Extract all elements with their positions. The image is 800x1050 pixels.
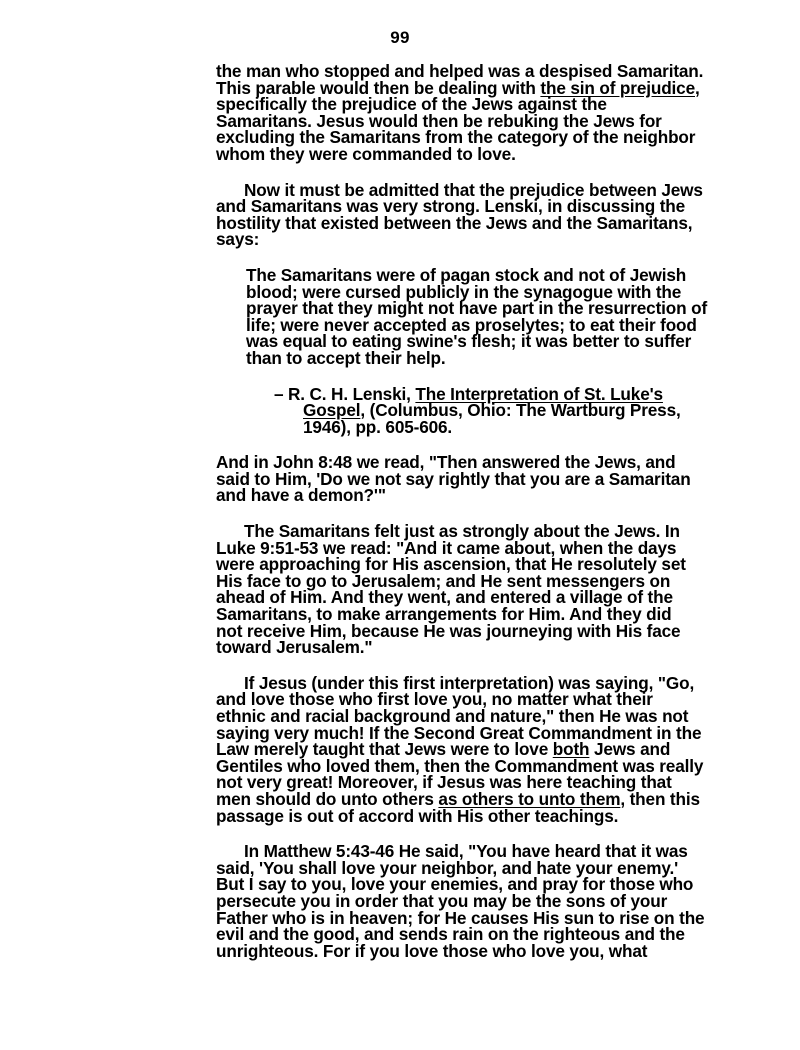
- text-run: life; were never accepted as proselytes; to eat their food: [246, 314, 697, 335]
- text-line: [216, 805, 744, 826]
- text-run: the man who stopped and helped was a despised Samaritan.: [216, 61, 704, 81]
- page-body: [216, 63, 744, 978]
- text-run: , (Columbus, Ohio: The Wartburg Press,: [360, 400, 681, 421]
- text-run: was equal to eating swine's flesh; it was better to suffer: [246, 331, 692, 352]
- text-run: In Matthew 5:43-46 He said, "You have heard that it was: [244, 841, 688, 862]
- text-run: prayer that they might not have part in the resurrection of: [246, 298, 708, 319]
- text-run: Luke 9:51-53 we read: "And it came about, when the days: [216, 537, 677, 558]
- text-run: ,: [695, 77, 700, 98]
- text-run: Gentiles who loved them, then the Commandment was really: [216, 755, 704, 776]
- text-run: Samaritans. Jesus would then be rebuking the Jews for: [216, 110, 662, 131]
- text-line: [246, 347, 744, 368]
- page-number: 99: [390, 28, 410, 47]
- text-run: men should do unto others: [216, 788, 439, 809]
- underlined-text: both: [552, 739, 590, 760]
- underlined-text: The Interpretation of St. Luke's: [415, 383, 663, 404]
- text-run: specifically the prejudice of the Jews against the: [216, 94, 607, 115]
- text-run: excluding the Samaritans from the category of the neighbor: [216, 127, 696, 148]
- text-run: Jews and: [589, 739, 671, 760]
- text-line: [216, 143, 744, 164]
- underlined-text: as others to unto them: [438, 788, 621, 809]
- text-run: If Jesus (under this first interpretation) was saying, "Go,: [244, 672, 695, 693]
- paragraph: [216, 523, 744, 656]
- citation: [274, 383, 744, 437]
- text-run: saying very much! If the Second Great Commandment in the: [216, 722, 702, 743]
- text-run: , then this: [620, 788, 700, 809]
- text-run: But I say to you, love your enemies, and pray for those who: [216, 874, 694, 895]
- text-line: [216, 212, 744, 233]
- text-run: said to Him, 'Do we not say rightly that you are a Samaritan: [216, 468, 691, 489]
- paragraph: [216, 672, 744, 826]
- text-run: – R. C. H. Lenski,: [274, 383, 416, 404]
- text-line: [274, 416, 744, 437]
- text-run: not receive Him, because He was journeying with His face: [216, 620, 681, 641]
- text-run: hostility that existed between the Jews and the Samaritans,: [216, 212, 693, 233]
- text-run: 1946), pp. 605-606.: [303, 416, 453, 437]
- text-run: The Samaritans felt just as strongly about the Jews. In: [244, 521, 680, 542]
- underlined-text: Gospel: [303, 400, 361, 421]
- underlined-text: the sin of prejudice: [540, 77, 695, 98]
- text-run: unrighteous. For if you love those who love you, what: [216, 940, 648, 961]
- text-run: His face to go to Jerusalem; and He sent messengers on: [216, 570, 671, 591]
- text-run: were approaching for His ascension, that He resolutely set: [216, 554, 686, 575]
- text-run: toward Jerusalem.": [216, 637, 373, 658]
- text-run: And in John 8:48 we read, "Then answered the Jews, and: [216, 452, 676, 473]
- text-run: said, 'You shall love your neighbor, and hate your enemy.': [216, 857, 679, 878]
- text-run: than to accept their help.: [246, 347, 446, 368]
- text-run: whom they were commanded to love.: [216, 143, 516, 164]
- text-run: and love those who first love you, no matter what their: [216, 689, 653, 710]
- paragraph: [216, 843, 744, 959]
- text-run: ahead of Him. And they went, and entered a village of the: [216, 587, 673, 608]
- text-run: says:: [216, 229, 260, 250]
- block-quote: [246, 264, 744, 368]
- paragraph: [216, 179, 744, 250]
- text-line: [216, 639, 744, 656]
- text-line: [216, 487, 744, 504]
- text-run: and Samaritans was very strong. Lenski, in discussing the: [216, 196, 686, 217]
- text-run: Father who is in heaven; for He causes His sun to rise on the: [216, 907, 705, 928]
- text-run: ethnic and racial background and nature," then He was not: [216, 706, 689, 726]
- text-run: Now it must be admitted that the prejudice between Jews: [244, 179, 703, 200]
- text-line: [216, 231, 744, 248]
- text-run: This parable would then be dealing with: [216, 77, 541, 98]
- text-run: Samaritans, to make arrangements for Him. And they did: [216, 604, 672, 625]
- text-run: Law merely taught that Jews were to love: [216, 739, 553, 760]
- text-run: passage is out of accord with His other teachings.: [216, 805, 619, 826]
- text-run: blood; were cursed publicly in the synagogue with the: [246, 281, 682, 302]
- text-run: not very great! Moreover, if Jesus was here teaching that: [216, 772, 672, 793]
- paragraph: [216, 63, 744, 163]
- paragraph: [216, 454, 744, 504]
- text-run: and have a demon?'": [216, 485, 386, 506]
- text-run: persecute you in order that you may be the sons of your: [216, 890, 668, 911]
- text-run: The Samaritans were of pagan stock and not of Jewish: [246, 264, 687, 285]
- text-run: evil and the good, and sends rain on the righteous and the: [216, 924, 685, 945]
- text-line: [216, 940, 744, 961]
